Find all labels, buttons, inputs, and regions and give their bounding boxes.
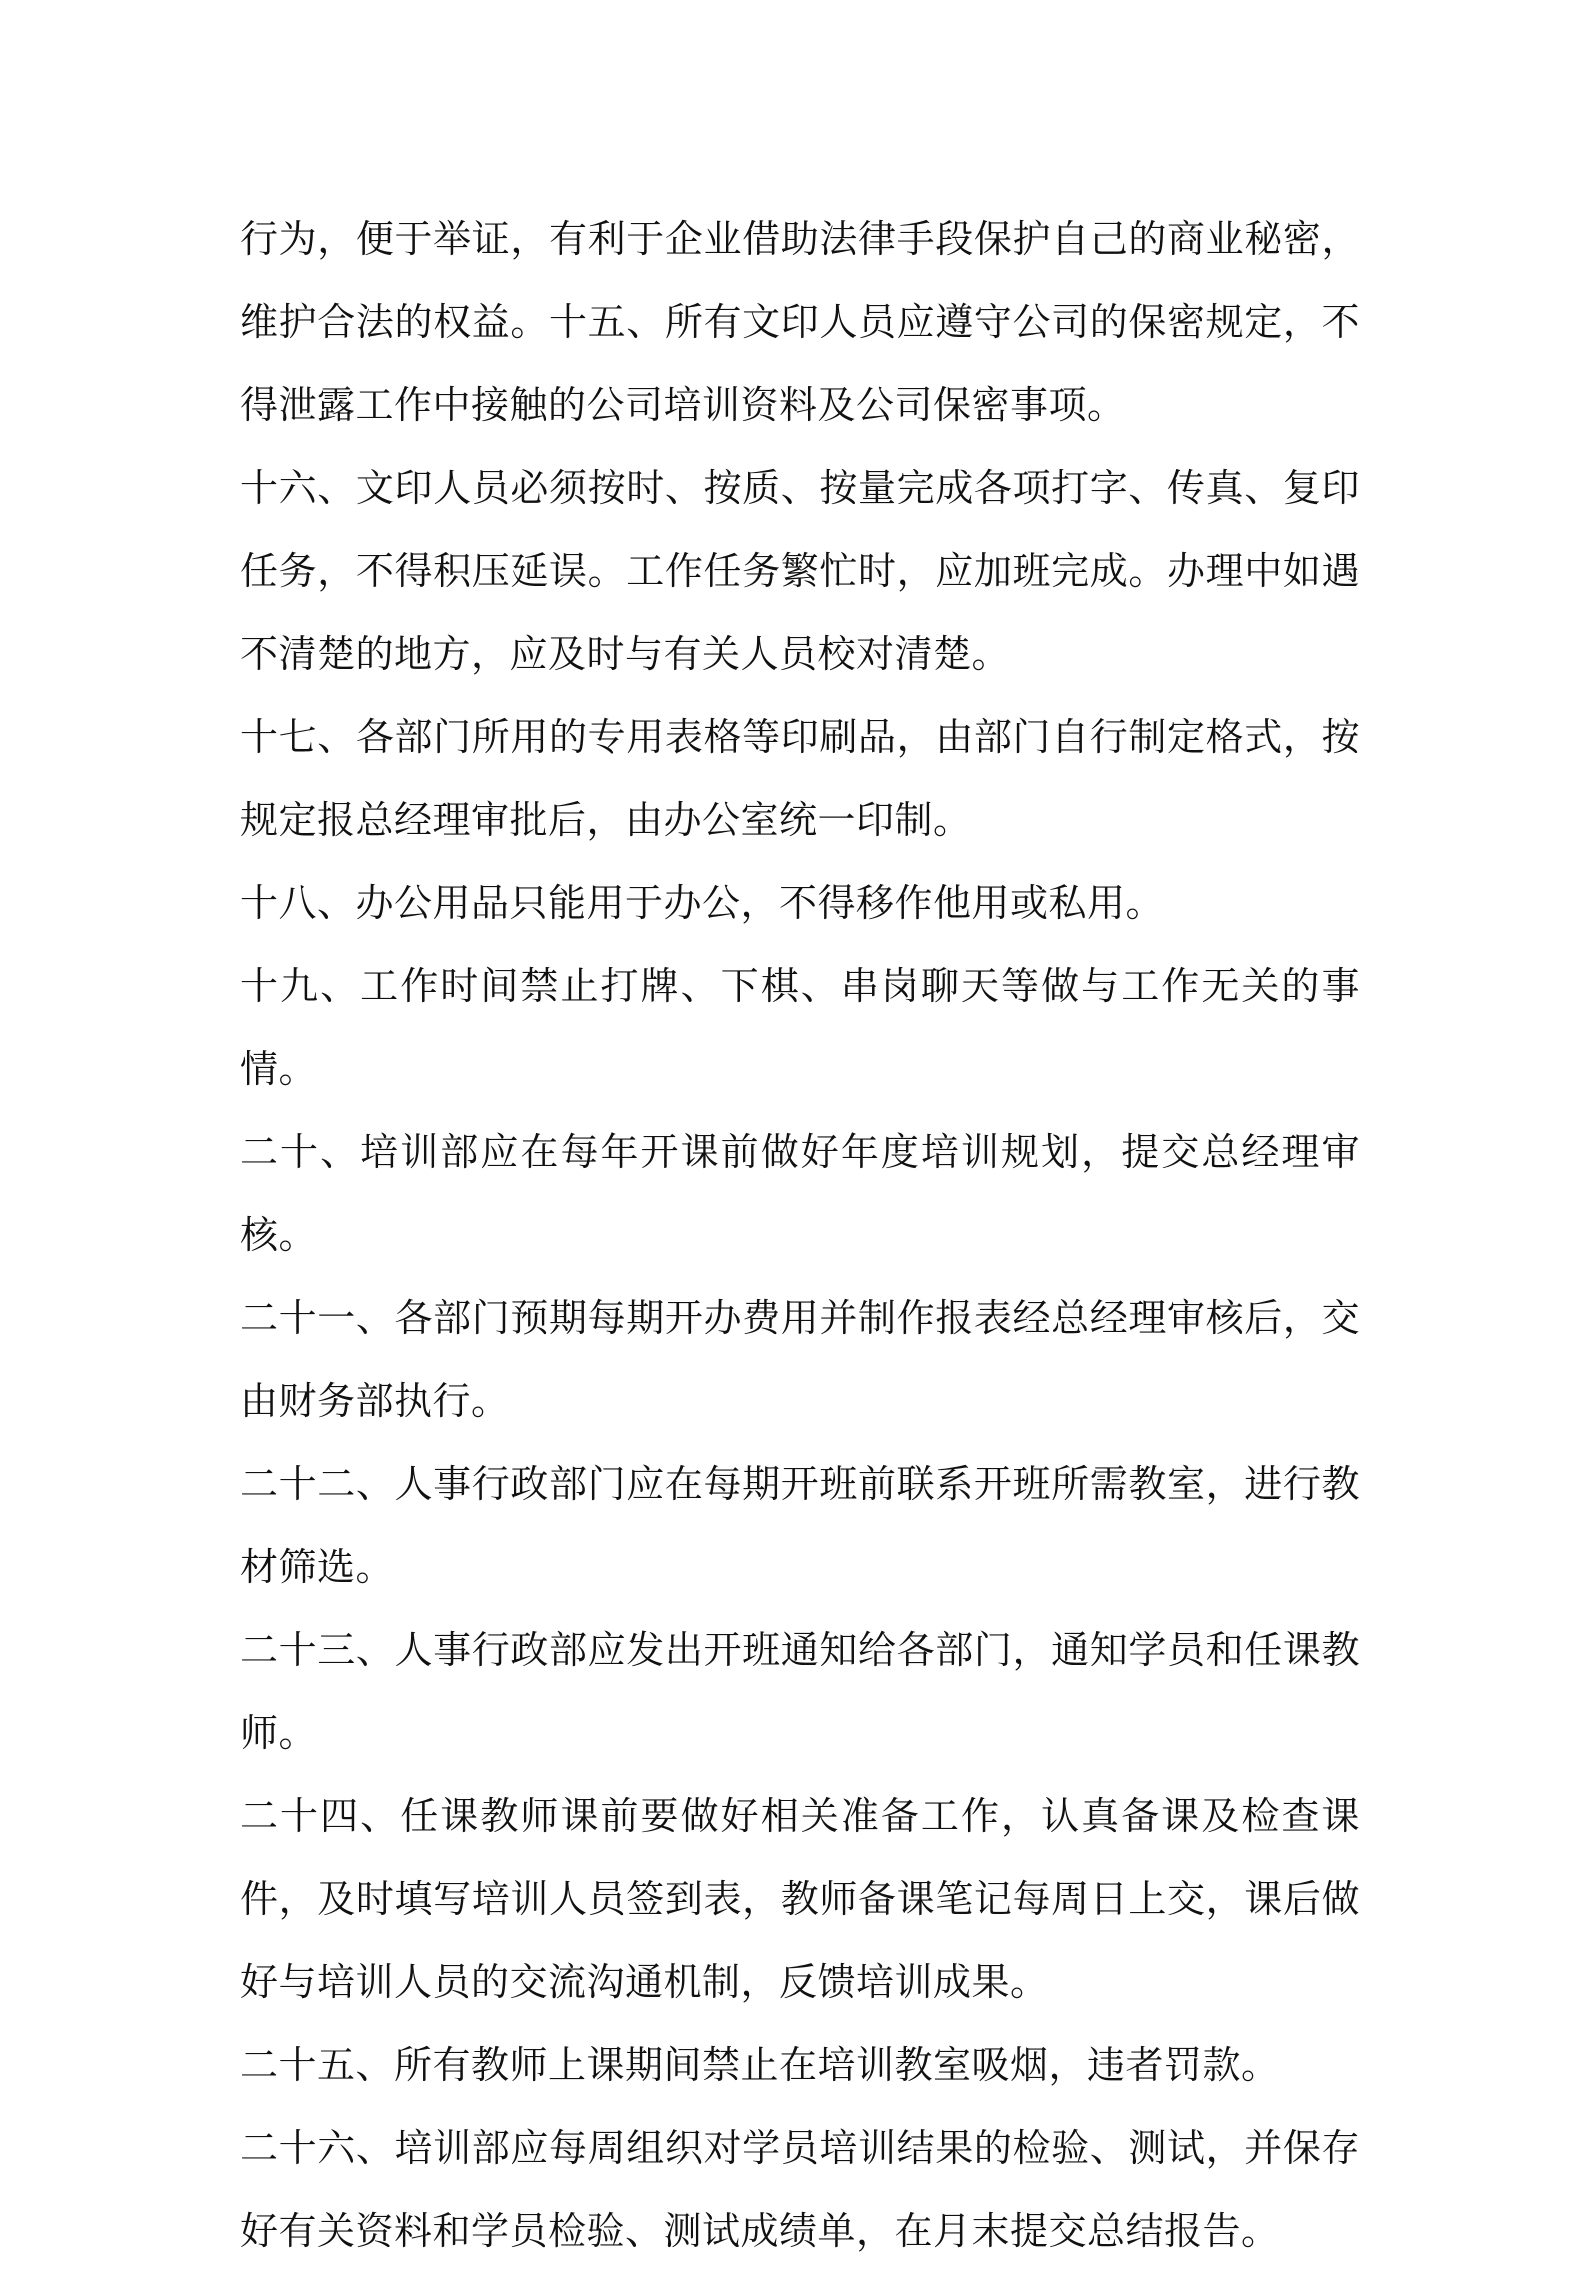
paragraph-clause-16: 十六、文印人员必须按时、按质、按量完成各项打字、传真、复印任务，不得积压延误。工作任务繁忙时，应加班完成。办理中如遇不清楚的地方，应及时与有关人员校对清楚。 (240, 466, 1360, 676)
paragraph-clause-20: 二十、培训部应在每年开课前做好年度培训规划，提交总经理审核。 (240, 1130, 1360, 1257)
paragraph-clause-23: 二十三、人事行政部应发出开班通知给各部门，通知学员和任课教师。 (240, 1628, 1360, 1755)
paragraph-clause-21: 二十一、各部门预期每期开办费用并制作报表经总经理审核后，交由财务部执行。 (240, 1296, 1360, 1423)
document-body (240, 198, 1360, 2273)
paragraph-clause-25: 二十五、所有教师上课期间禁止在培训教室吸烟，违者罚款。 (240, 2043, 1280, 2087)
paragraph-confidentiality: 行为，便于举证，有利于企业借助法律手段保护自己的商业秘密，维护合法的权益。十五、所有文印人员应遵守公司的保密规定，不得泄露工作中接触的公司培训资料及公司保密事项。 (240, 217, 1360, 427)
paragraph-clause-19: 十九、工作时间禁止打牌、下棋、串岗聊天等做与工作无关的事情。 (240, 964, 1360, 1091)
paragraph-clause-24: 二十四、任课教师课前要做好相关准备工作，认真备课及检查课件，及时填写培训人员签到表，教师备课笔记每周日上交，课后做好与培训人员的交流沟通机制，反馈培训成果。 (240, 1794, 1360, 2004)
paragraph-clause-22: 二十二、人事行政部门应在每期开班前联系开班所需教室，进行教材筛选。 (240, 1462, 1360, 1589)
paragraph-clause-26: 二十六、培训部应每周组织对学员培训结果的检验、测试，并保存好有关资料和学员检验、测试成绩单，在月末提交总结报告。 (240, 2126, 1360, 2253)
paragraph-clause-17: 十七、各部门所用的专用表格等印刷品，由部门自行制定格式，按规定报总经理审批后，由办公室统一印制。 (240, 715, 1360, 842)
paragraph-clause-18: 十八、办公用品只能用于办公，不得移作他用或私用。 (240, 881, 1165, 925)
